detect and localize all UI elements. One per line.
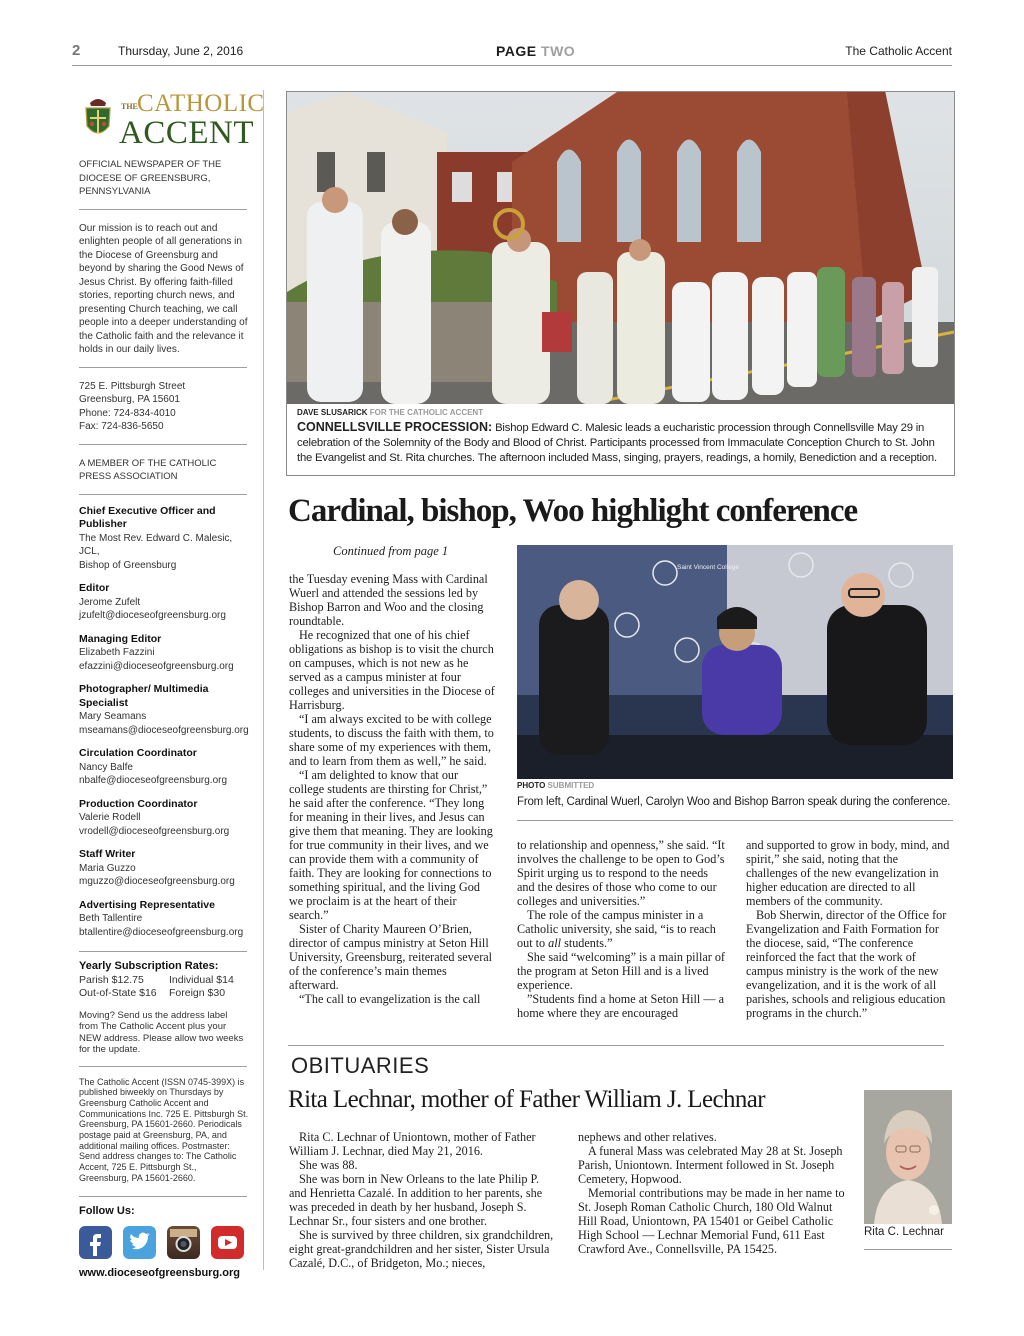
paragraph: She said “welcoming” is a main pillar of the program at Seton Hill and is a lived experience. <box>517 950 725 992</box>
obituary-portrait <box>864 1090 952 1224</box>
staff-name: Bishop of Greensburg <box>79 559 177 571</box>
address-line-1: 725 E. Pittsburgh Street <box>79 380 186 392</box>
staff-title: Editor <box>79 582 110 594</box>
caption-lead: CONNELLSVILLE PROCESSION: <box>297 420 493 434</box>
rate-foreign: Foreign $30 <box>169 987 226 999</box>
paragraph: “I am always excited to be with college students, to discuss the faith with them, to share some of my experiences with them, and to learn from them as well,” he said. <box>289 712 494 768</box>
staff-email[interactable]: nbalfe@dioceseofgreensburg.org <box>79 775 228 786</box>
staff-title: Chief Executive Officer and Publisher <box>79 504 216 530</box>
caption-text: Bishop Edward C. Malesic leads a eucharistic procession through Connellsville May 29 in celebration of the Solemnity of the Body and Blood of Christ. Participants processed from Immaculate Conception Church to St. John the Evangelist and St. Rita churches. The afternoon included Mass, singing, prayers, readings, a homily, Benediction and a reception. <box>297 422 937 464</box>
rate-out-of-state: Out-of-State $16 <box>79 987 157 999</box>
procession-photo <box>287 92 954 404</box>
photo-caption: From left, Cardinal Wuerl, Carolyn Woo and Bishop Barron speak during the conference. <box>517 796 951 808</box>
staff-name: The Most Rev. Edward C. Malesic, JCL, <box>79 532 233 557</box>
page-header <box>72 40 952 66</box>
staff-name: Mary Seamans <box>79 711 147 722</box>
backdrop-text: Saint Vincent College <box>677 564 740 571</box>
sidebar-rule <box>79 951 247 952</box>
obituary-photo-caption: Rita C. Lechnar <box>864 1226 944 1238</box>
staff-email[interactable]: mguzzo@dioceseofgreensburg.org <box>79 876 235 887</box>
sidebar-rule <box>79 494 247 495</box>
paragraph: A funeral Mass was celebrated May 28 at St. Joseph Parish, Uniontown. Interment followed in St. Joseph Cemetery, Hopwood. <box>578 1144 843 1186</box>
paragraph: nephews and other relatives. <box>578 1130 717 1144</box>
feature-photo-block <box>286 91 955 476</box>
website-link[interactable]: www.dioceseofgreensburg.org <box>79 1267 240 1280</box>
staff-name: Elizabeth Fazzini <box>79 647 155 658</box>
staff-title: Managing Editor <box>79 632 162 645</box>
twitter-icon[interactable] <box>123 1226 156 1259</box>
photo-credit <box>297 408 483 417</box>
sidebar-rule <box>79 444 247 445</box>
paragraph: “I am delighted to know that our college students are thirsting for Christ,” he said after the conference. “They long for meaning in their lives, and Jesus can give them that meaning. They are looking for true community in their lives, and we can provide them with a community of faith. They are looking for connections to something spiritual, and the living God we proclaim is at the heart of their search.” <box>289 768 493 922</box>
paragraph: He recognized that one of his chief obligations as bishop is to visit the church on campuses, which is not new as he served as a campus minister at four colleges and universities in the Diocese of Harrisburg. <box>289 628 495 712</box>
section-title <box>496 43 575 59</box>
obituaries-rule <box>288 1045 944 1046</box>
masthead-sidebar <box>79 88 265 1280</box>
staff-email[interactable]: btallentire@dioceseofgreensburg.org <box>79 926 244 938</box>
section-title-bold: PAGE <box>496 43 537 59</box>
caption-rule <box>517 820 953 821</box>
rate-individual: Individual $14 <box>169 973 234 986</box>
staff-email[interactable]: vrodell@dioceseofgreensburg.org <box>79 825 230 837</box>
article-column-3 <box>746 838 952 1020</box>
photo-credit-name: PHOTO <box>517 781 546 790</box>
sidebar-divider <box>263 90 264 1270</box>
obituaries-section-title: OBITUARIES <box>291 1053 430 1078</box>
social-links <box>79 1226 249 1259</box>
paragraph: She was born in New Orleans to the late Philip P. and Henrietta Cazalé. In addition to her parents, she was preceded in death by her husband, Joseph S. Lechnar Sr., four sisters and one brother. <box>289 1172 543 1228</box>
issue-date: Thursday, June 2, 2016 <box>118 44 244 58</box>
paragraph: Sister of Charity Maureen O’Brien, director of campus ministry at Seton Hill University, Greensburg, reiterated several of the conference’s main themes afterward. <box>289 922 493 992</box>
photo-credit-name: DAVE SLUSARICK <box>297 408 368 417</box>
rate-row <box>79 974 249 988</box>
paragraph: Rita C. Lechnar of Uniontown, mother of Father William J. Lechnar, died May 21, 2016. <box>289 1130 536 1158</box>
address-line-2: Greensburg, PA 15601 <box>79 394 180 405</box>
logo-catholic: CATHOLIC <box>137 90 265 117</box>
paragraph: She was 88. <box>299 1158 358 1172</box>
rate-row <box>79 987 249 1001</box>
moving-note: Moving? Send us the address label from The Catholic Accent plus your NEW address. Please allow two weeks for the update. <box>79 1009 244 1055</box>
photo-credit <box>517 781 594 790</box>
staff-email[interactable]: mseamans@dioceseofgreensburg.org <box>79 724 249 736</box>
paragraph: the Tuesday evening Mass with Cardinal Wuerl and attended the sessions led by Bishop Barron and Woo and the closing roundtable. <box>289 572 488 628</box>
rate-parish: Parish $12.75 <box>79 973 144 986</box>
obituary-column-1 <box>289 1130 555 1270</box>
staff-title: Photographer/ Multimedia Specialist <box>79 683 209 709</box>
staff-email[interactable]: jzufelt@dioceseofgreensburg.org <box>79 610 226 621</box>
staff-email[interactable]: efazzini@dioceseofgreensburg.org <box>79 660 234 672</box>
staff-name: Nancy Balfe <box>79 761 133 773</box>
youtube-icon[interactable] <box>211 1226 244 1259</box>
fax-number: Fax: 724-836-5650 <box>79 421 164 432</box>
section-title-light: TWO <box>541 43 576 59</box>
facebook-icon[interactable] <box>79 1226 112 1259</box>
caption-rule <box>864 1249 952 1250</box>
paragraph: She is survived by three children, six grandchildren, eight great-grandchildren and her sister, Sister Ursula Cazalé, D.C., of Bridgeton, Mo.; nieces, <box>289 1228 554 1270</box>
obituary-headline: Rita Lechnar, mother of Father William J. Lechnar <box>288 1086 765 1113</box>
diocese-crest-icon <box>81 94 115 144</box>
sidebar-rule <box>79 367 247 368</box>
article-headline: Cardinal, bishop, Woo highlight conference <box>288 493 858 529</box>
sidebar-rule <box>79 1196 247 1197</box>
staff-name: Beth Tallentire <box>79 913 143 924</box>
paragraph: Bob Sherwin, director of the Office for Evangelization and Faith Formation for the diocese, said, “The conference reinforced the fact that the work of campus ministry is the work of the new evangelization, and it is the work of all parishes, schools and religious education programs in the church.” <box>746 908 947 1020</box>
paragraph: to relationship and openness,” she said. “It involves the challenge to be open to God’s Spirit urging us to respond to the needs and the desires of those who come to our colleges and universities.” <box>517 838 725 908</box>
masthead-tagline: OFFICIAL NEWSPAPER OF THE DIOCESE OF GREENSBURG, PENNSYLVANIA <box>79 159 222 197</box>
subscription-title: Yearly Subscription Rates: <box>79 960 219 972</box>
logo-accent: ACCENT <box>119 115 254 151</box>
follow-us-label: Follow Us: <box>79 1204 135 1217</box>
instagram-icon[interactable] <box>167 1226 200 1259</box>
phone-number: Phone: 724-834-4010 <box>79 407 176 419</box>
staff-name: Valerie Rodell <box>79 812 141 823</box>
article-column-2 <box>517 838 727 1020</box>
staff-list <box>79 505 249 940</box>
conference-photo <box>517 545 953 779</box>
photo-credit-org: FOR THE CATHOLIC ACCENT <box>369 408 484 417</box>
staff-title: Advertising Representative <box>79 898 215 911</box>
staff-name: Maria Guzzo <box>79 862 136 874</box>
photo-caption <box>297 420 937 466</box>
staff-title: Staff Writer <box>79 848 136 860</box>
paper-name: The Catholic Accent <box>845 44 952 58</box>
staff-title: Production Coordinator <box>79 797 198 810</box>
obituary-column-2 <box>578 1130 846 1256</box>
continued-from-line: Continued from page 1 <box>333 544 449 558</box>
paragraph: and supported to grow in body, mind, and spirit,” she said, noting that the challenges of the new evangelization in higher education are directed to all members of the community. <box>746 838 950 908</box>
page-number: 2 <box>72 42 81 59</box>
staff-name: Jerome Zufelt <box>79 596 141 608</box>
postal-notice: The Catholic Accent (ISSN 0745-399X) is published biweekly on Thursdays by Greensburg Catholic Accent and Communications Inc. 725 E. Pittsburgh St. Greensburg, PA 15601-2660. Periodicals postage paid at Greensburg, PA, and additional mailing offices. Postmaster: Send address changes to: The Catholic Accent, 725 E. Pittsburgh St., Greensburg, PA 15601-2660. <box>79 1076 249 1183</box>
sidebar-rule <box>79 1066 247 1067</box>
paragraph: The role of the campus minister in a Catholic university, she said, “is to reach out to all students.” <box>517 908 716 950</box>
logo-the: THE <box>121 102 138 111</box>
sidebar-rule <box>79 209 247 210</box>
catholic-accent-logo <box>79 88 265 152</box>
paragraph: ”Students find a home at Seton Hill — a home where they are encouraged <box>517 992 724 1020</box>
staff-title: Circulation Coordinator <box>79 747 197 759</box>
paragraph: Memorial contributions may be made in her name to St. Joseph Roman Catholic Church, 180 Old Walnut Hill Road, Uniontown, PA 15401 or Geibel Catholic High School — Lechnar Memorial Fund, 611 East Crawford Ave., Connellsville, PA 15425. <box>578 1186 845 1256</box>
paragraph: “The call to evangelization is the call <box>299 992 481 1006</box>
mission-statement: Our mission is to reach out and enlighten people of all generations in the Diocese of Greensburg and beyond by sharing the Good News of Jesus Christ. By offering faith-filled stories, reporting church news, and presenting Church teaching, we call people into a deeper understanding of the Catholic faith and the relevance it holds in our daily lives. <box>79 222 248 355</box>
photo-credit-org: SUBMITTED <box>547 781 595 790</box>
article-column-1 <box>289 572 496 1006</box>
press-association-note: A MEMBER OF THE CATHOLIC PRESS ASSOCIATION <box>79 457 217 482</box>
